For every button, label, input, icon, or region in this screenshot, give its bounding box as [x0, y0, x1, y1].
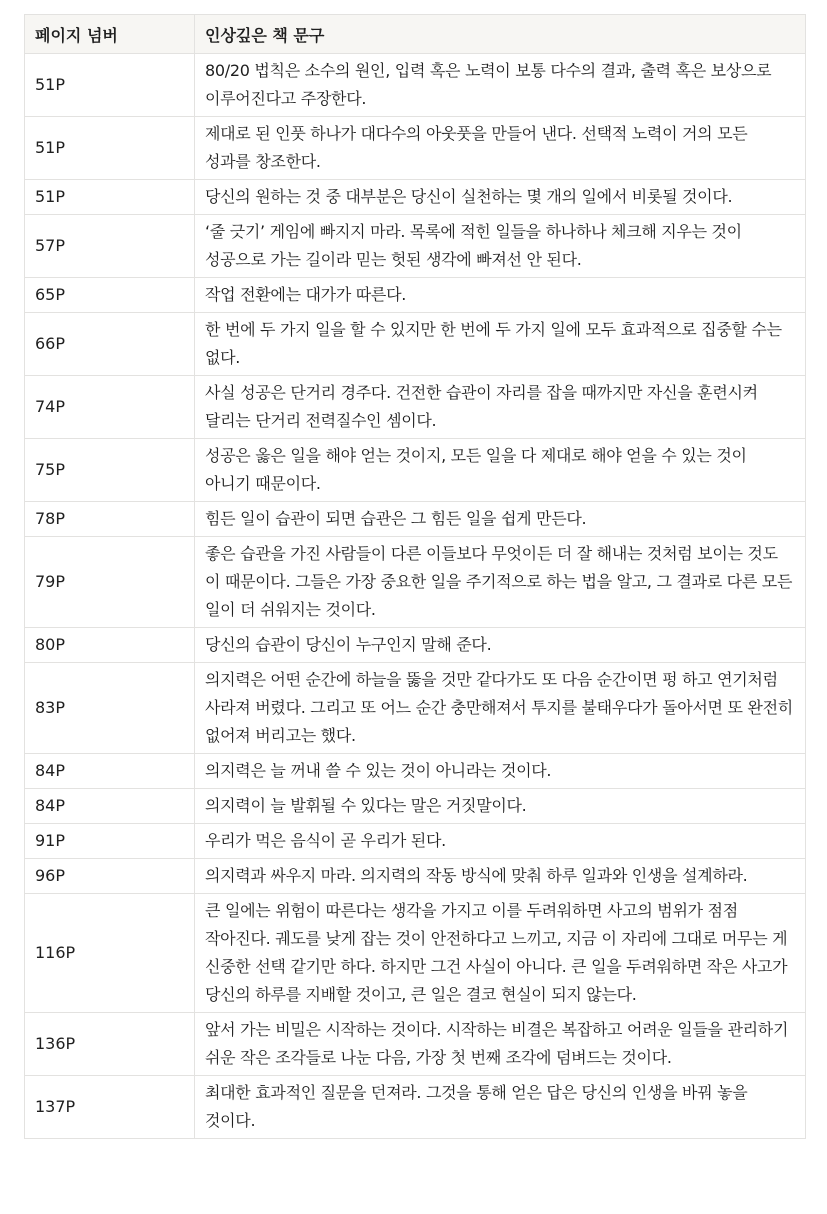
table-row [25, 502, 806, 537]
quote-cell: 의지력은 어떤 순간에 하늘을 뚫을 것만 같다가도 또 다음 순간이면 펑 하고 연기처럼 사라져 버렸다. 그리고 또 어느 순간 충만해져서 투지를 불태우다가 돌아서면 또 완전히 없어져 버리고는 했다. [195, 663, 806, 754]
table-row [25, 789, 806, 824]
page-number-cell: 65P [25, 278, 195, 313]
quote-cell: 사실 성공은 단거리 경주다. 건전한 습관이 자리를 잡을 때까지만 자신을 훈련시켜 달리는 단거리 전력질수인 셈이다. [195, 376, 806, 439]
quotes-table-container [24, 14, 805, 1139]
table-body [25, 54, 806, 1139]
quote-cell: 당신의 습관이 당신이 누구인지 말해 준다. [195, 628, 806, 663]
column-header-page: 페이지 넘버 [25, 15, 195, 54]
quote-cell: 성공은 옳은 일을 해야 얻는 것이지, 모든 일을 다 제대로 해야 얻을 수 있는 것이 아니기 때문이다. [195, 439, 806, 502]
page-number-cell: 83P [25, 663, 195, 754]
quote-cell: 제대로 된 인풋 하나가 대다수의 아웃풋을 만들어 낸다. 선택적 노력이 거의 모든 성과를 창조한다. [195, 117, 806, 180]
page-number-cell: 91P [25, 824, 195, 859]
table-row [25, 278, 806, 313]
table-row [25, 859, 806, 894]
table-row [25, 824, 806, 859]
page-number-cell: 75P [25, 439, 195, 502]
page-number-cell: 51P [25, 54, 195, 117]
quote-cell: 의지력과 싸우지 마라. 의지력의 작동 방식에 맞춰 하루 일과와 인생을 설계하라. [195, 859, 806, 894]
table-row [25, 439, 806, 502]
page-number-cell: 79P [25, 537, 195, 628]
page-number-cell: 80P [25, 628, 195, 663]
table-row [25, 376, 806, 439]
column-header-quote: 인상깊은 책 문구 [195, 15, 806, 54]
table-row [25, 628, 806, 663]
page-number-cell: 96P [25, 859, 195, 894]
page-number-cell: 136P [25, 1013, 195, 1076]
quote-cell: 앞서 가는 비밀은 시작하는 것이다. 시작하는 비결은 복잡하고 어려운 일들을 관리하기 쉬운 작은 조각들로 나눈 다음, 가장 첫 번째 조각에 덤벼드는 것이다. [195, 1013, 806, 1076]
table-row [25, 1013, 806, 1076]
page-number-cell: 78P [25, 502, 195, 537]
page-number-cell: 116P [25, 894, 195, 1013]
quote-cell: 힘든 일이 습관이 되면 습관은 그 힘든 일을 쉽게 만든다. [195, 502, 806, 537]
page-number-cell: 84P [25, 789, 195, 824]
quote-cell: 좋은 습관을 가진 사람들이 다른 이들보다 무엇이든 더 잘 해내는 것처럼 보이는 것도 이 때문이다. 그들은 가장 중요한 일을 주기적으로 하는 법을 알고, 그 결과로 다른 모든 일이 더 쉬워지는 것이다. [195, 537, 806, 628]
page-number-cell: 51P [25, 117, 195, 180]
quote-cell: 작업 전환에는 대가가 따른다. [195, 278, 806, 313]
page-number-cell: 84P [25, 754, 195, 789]
table-row [25, 663, 806, 754]
page-number-cell: 74P [25, 376, 195, 439]
quotes-table [24, 14, 806, 1139]
quote-cell: ‘줄 긋기’ 게임에 빠지지 마라. 목록에 적힌 일들을 하나하나 체크해 지우는 것이 성공으로 가는 길이라 믿는 헛된 생각에 빠져선 안 된다. [195, 215, 806, 278]
quote-cell: 의지력은 늘 꺼내 쓸 수 있는 것이 아니라는 것이다. [195, 754, 806, 789]
quote-cell: 80/20 법칙은 소수의 원인, 입력 혹은 노력이 보통 다수의 결과, 출력 혹은 보상으로 이루어진다고 주장한다. [195, 54, 806, 117]
table-row [25, 215, 806, 278]
page-number-cell: 51P [25, 180, 195, 215]
quote-cell: 한 번에 두 가지 일을 할 수 있지만 한 번에 두 가지 일에 모두 효과적으로 집중할 수는 없다. [195, 313, 806, 376]
table-row [25, 894, 806, 1013]
quote-cell: 우리가 먹은 음식이 곧 우리가 된다. [195, 824, 806, 859]
table-row [25, 537, 806, 628]
quote-cell: 의지력이 늘 발휘될 수 있다는 말은 거짓말이다. [195, 789, 806, 824]
table-row [25, 54, 806, 117]
table-row [25, 313, 806, 376]
quote-cell: 당신의 원하는 것 중 대부분은 당신이 실천하는 몇 개의 일에서 비롯될 것이다. [195, 180, 806, 215]
table-row [25, 117, 806, 180]
table-row [25, 180, 806, 215]
quote-cell: 최대한 효과적인 질문을 던져라. 그것을 통해 얻은 답은 당신의 인생을 바꿔 놓을 것이다. [195, 1076, 806, 1139]
page-number-cell: 57P [25, 215, 195, 278]
page-number-cell: 66P [25, 313, 195, 376]
page-number-cell: 137P [25, 1076, 195, 1139]
table-row [25, 754, 806, 789]
table-header-row [25, 15, 806, 54]
table-row [25, 1076, 806, 1139]
quote-cell: 큰 일에는 위험이 따른다는 생각을 가지고 이를 두려워하면 사고의 범위가 점점 작아진다. 궤도를 낮게 잡는 것이 안전하다고 느끼고, 지금 이 자리에 그대로 머무는 게 신중한 선택 같기만 하다. 하지만 그건 사실이 아니다. 큰 일을 두려워하면 작은 사고가 당신의 하루를 지배할 것이고, 큰 일은 결코 현실이 되지 않는다. [195, 894, 806, 1013]
